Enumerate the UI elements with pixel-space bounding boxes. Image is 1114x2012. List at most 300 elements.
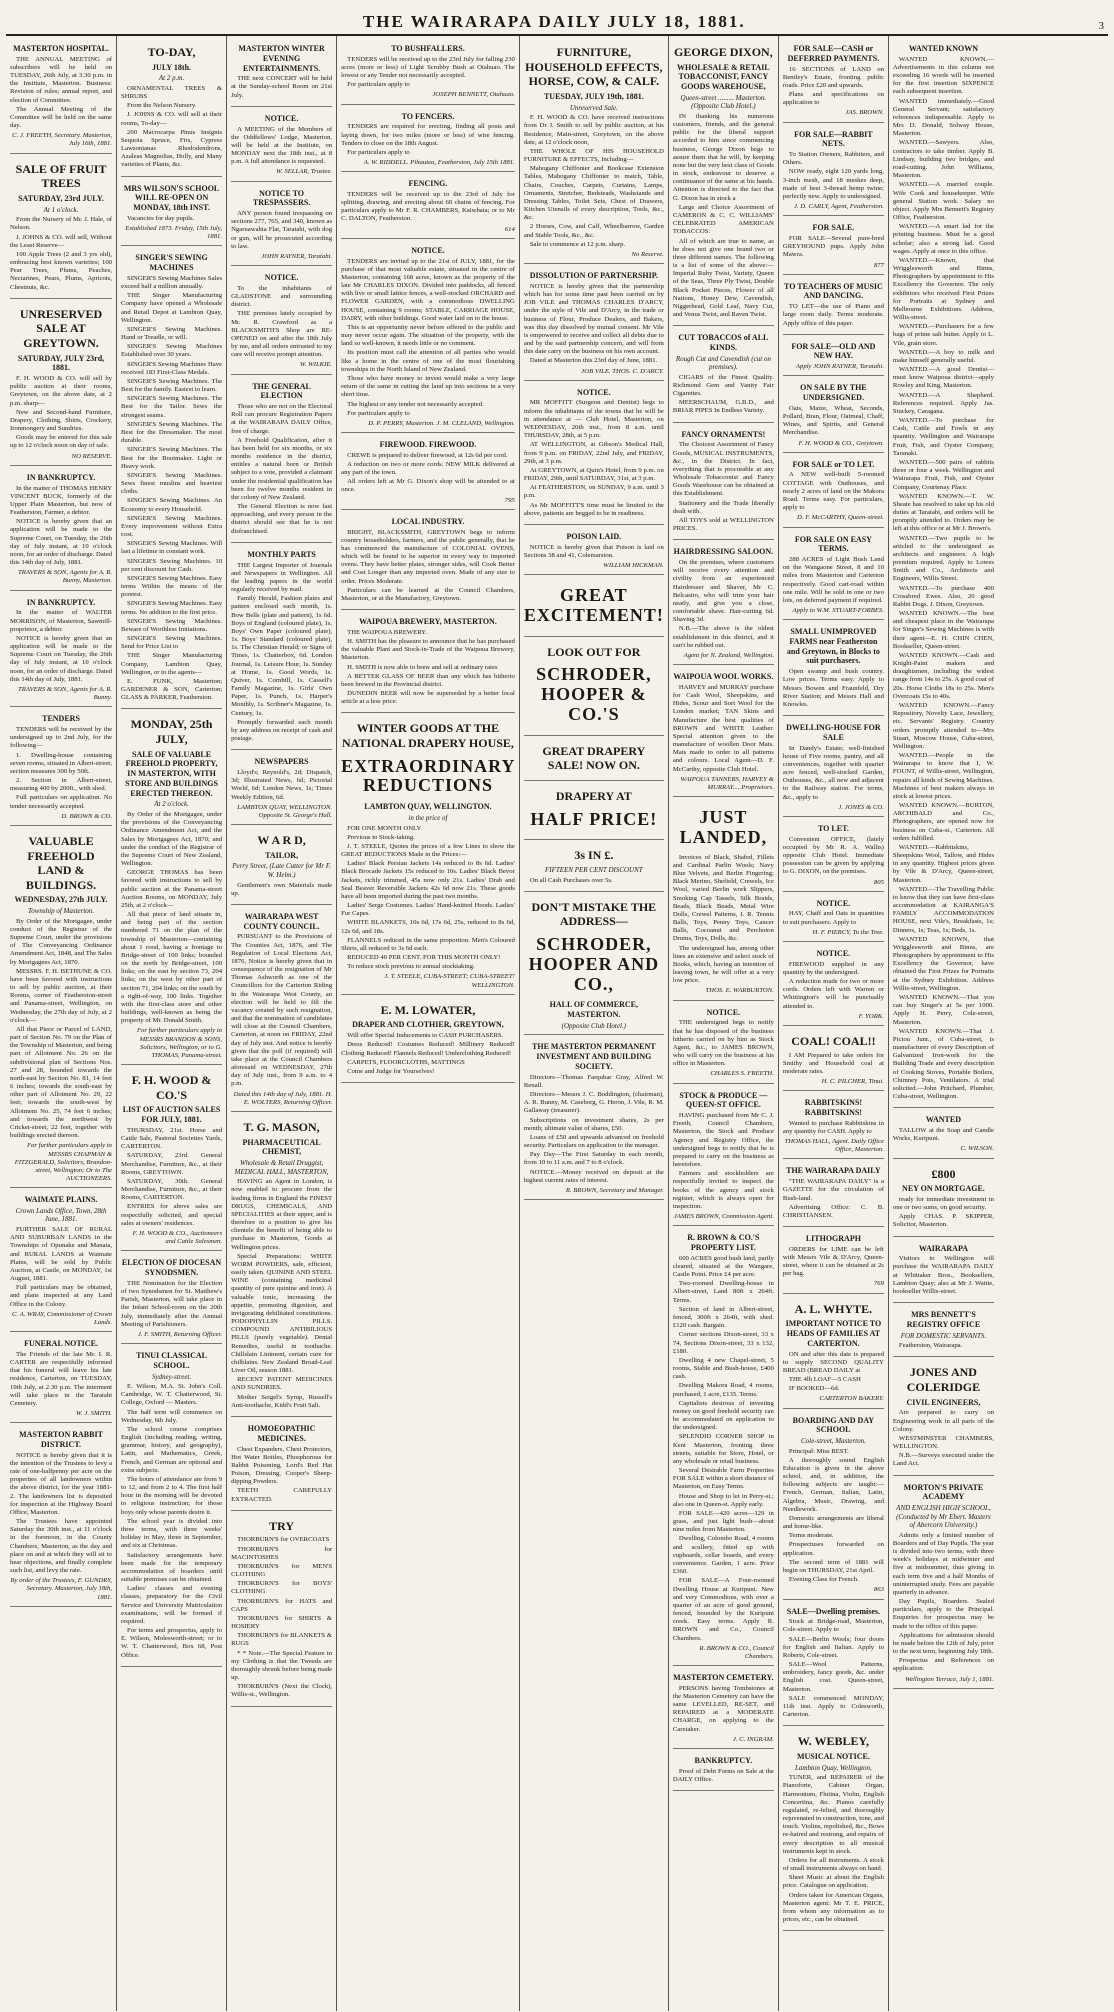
ad-heading: MORTON'S PRIVATE ACADEMY	[903, 1482, 984, 1502]
ad-paragraph: Chest Expanders, Chest Protectors, Hot Water Bottles, Phosphorous for Rabbit Poisoning, Lord's Red Hat Poison, Dressing, Cooper's Sheep-dipping Powders.	[231, 1445, 333, 1486]
ad-paragraph: WANTED.—Two pupils to be articled to the undersigned as architects and engineers. A high premium required. Apply to Lowes Smith and Co., Architects and Engineers, Willis Street.	[892, 534, 994, 583]
ad-paragraph: Pay Day—The First Saturday in each month, from 10 to 11 a.m. and 7 to 8 o'clock.	[523, 1151, 664, 1167]
ad-paragraph: A BETTER GLASS OF BEER than any which has hitherto been brewed in the Provincial district.	[341, 672, 515, 688]
ad-paragraph: Satisfactory arrangements have been made for the temporary accommodation of boarders until suitable premises can be obtained.	[121, 1551, 223, 1584]
ad-heading: WANTED	[925, 1115, 961, 1125]
ad-heading: LITHOGRAPH	[805, 1234, 861, 1244]
advertisement	[783, 455, 884, 528]
ad-body	[893, 1255, 994, 1296]
newspaper-title: THE WAIRARAPA DAILY JULY 18, 1881.	[362, 12, 746, 31]
ad-heading: HALL OF COMMERCE, MASTERTON.	[549, 1000, 639, 1020]
ad-paragraph: THORBURN'S for BOYS' CLOTHING	[231, 1580, 333, 1596]
ad-paragraph: WANTED.—People in the Wairarapa to know that I, W. FOUNT, of Willis-street, Wellington, repairs all kinds of Sewing Machines. Machines of best makers always in stock at lowest prices.	[892, 752, 994, 800]
ad-large-heading: E. M. LOWATER,	[380, 1002, 476, 1017]
ad-signature: By order of the Trustees, F. GUNDRY, Secretary. Masterton, July 18th, 1881.	[10, 1577, 113, 1601]
ad-body	[893, 1409, 994, 1468]
ad-heading: DRAPER AND CLOTHIER, GREYTOWN,	[352, 1020, 504, 1030]
ad-paragraph: TENDERS will be received up to the 23rd of July for splitting, drawing, and erecting about 60 chains of fencing. For particulars apply to Mr F. R. CHAMBERS, Kaiwhata; or to Mr C. DALTON, Featherston.	[341, 190, 515, 223]
ad-signature: WAIPOUA TANNERS, HARVEY & MURRAY.....Proprietors.	[680, 775, 774, 791]
ad-heading: TO LET.	[817, 823, 849, 833]
ad-signature: LAMBTON QUAY, WELLINGTON. Opposite St. George's Hall.	[237, 803, 333, 819]
ad-paragraph: NOW ready, eight 120 yards long, 3-inch mesh, and 18 meshes deep, made of best 3-thread hemp twine; perfectly new. Apply to undersigned.	[782, 168, 884, 200]
advertisement	[231, 907, 332, 1112]
ad-body	[783, 1120, 884, 1136]
advertisement	[673, 1228, 774, 1666]
ad-body	[231, 1178, 332, 1410]
advertisement	[10, 1425, 112, 1607]
advertisement	[783, 277, 884, 335]
ad-body	[673, 684, 774, 774]
ad-paragraph: THORBURN'S for MACINTOSHES	[231, 1545, 333, 1561]
advertisement	[673, 328, 774, 422]
ad-paragraph: Dwelling, Colombo Road, 4 rooms and scullery, fitted up with cupboards, cellar boards, and every convenience. Garden, 1 acre. Price £360.	[672, 1535, 774, 1576]
ad-paragraph: The Friends of the late Mr. I. R. CARTER are respectfully informed that his funeral will leave his late residence, Carterton, on TUESDAY, 19th July, at 2.30 p.m. The interment will take place in the Taratahi Cemetery.	[10, 1350, 113, 1407]
ad-paragraph: 100 Apple Trees (2 and 3 yrs old), embracing best known varieties; 100 Pear Trees, Plums, Peaches, Nectarines, Pears, Plums, Apricots, Chestnuts, &c.	[10, 250, 113, 291]
ad-heading: FENCING.	[408, 179, 448, 189]
ad-paragraph: THE Singer Manufacturing Company have opened a Wholesale and Retail Depot at Lambton Quay, Wellington.	[121, 292, 223, 324]
ad-paragraph: For terms and prospectus, apply to E. Wilson, Molesworth-street; or to W. T. Chatterwood, Box 68, Post Office.	[121, 1627, 223, 1659]
column-7	[778, 36, 888, 2011]
ad-body	[10, 216, 112, 292]
ad-body	[121, 1280, 222, 1329]
ad-paragraph: From the Nursery of Mr. J. Hale, of Nelson.	[10, 216, 113, 232]
ad-signature: WILLIAM HICKMAN.	[603, 561, 664, 569]
advertisement	[231, 1114, 332, 1417]
column-6	[668, 36, 778, 2011]
ad-paragraph: Advertising Office: C. B. CHRISTIANSEN.	[782, 1203, 884, 1219]
ad-paragraph: THORBURN'S for HATS and CAPS	[231, 1597, 333, 1613]
ad-paragraph: TO LET—the use of Piano and large room daily. Terms moderate. Apply office of this paper.	[782, 303, 884, 327]
ad-subheading: FIFTEEN PER CENT DISCOUNT	[544, 866, 643, 875]
ad-paragraph: SPLENDID CORNER SHOP in Kent Masterton, fronting three streets, suitable for Store, Hotel, or any wholesale or retail business.	[672, 1433, 774, 1465]
ad-display-heading: JUST LANDED,	[679, 807, 768, 847]
ad-signature: Agent for N. Zealand, Wellington.	[683, 651, 774, 659]
ad-paragraph: FOR SALE—420 acres—129 in grass, and just light bush—about nine miles from Masterton.	[672, 1509, 774, 1534]
ad-heading: FOR SALE or TO LET.	[792, 459, 875, 469]
ad-paragraph: WANTED.—To purchase for Cash, Cattle and Fowls in any quantity. Wellington and Wairarapa Fruit, Fish, and Oyster Company, Taranaki.	[892, 417, 994, 457]
ad-paragraph: HAY, Chaff and Oats in quantities to suit purchasers. Apply to	[782, 910, 884, 926]
ad-paragraph: F. H. WOOD & CO. have received instructions from Dr J. Smith to sell by public auction, at his Residence, Main-street, Greytown, on the above date, at 12 o'clock noon,	[523, 114, 664, 146]
ad-large-heading: UNRESERVED SALE AT GREYTOWN.	[19, 306, 103, 350]
ad-body	[231, 562, 332, 744]
ad-signature: 769	[873, 1280, 884, 1288]
ad-paragraph: THE WAIPOUA BREWERY.	[347, 628, 427, 636]
ad-signature: Dated this 14th day of July, 1881. H. E. WOLTERS, Returning Officer.	[233, 1090, 333, 1106]
ad-paragraph: Capitalists desirous of investing money on good freehold security can be accommodated on application to the undersigned.	[672, 1399, 774, 1432]
ad-paragraph: SINGER'S Sewing Machines. The Best for the Tailor. Sews the strongest seams.	[121, 395, 223, 419]
ad-heading: MONTHLY PARTS	[247, 549, 316, 559]
ad-paragraph: The Choicest Assortment of Fancy Goods, MUSICAL INSTRUMENTS, &c., in the District. In fact, everything that is procurable at any Wholesale Tobacconist and Fancy Goods Warehouse can be obtained at this Establishment.	[672, 441, 774, 498]
ad-paragraph: Loans of £50 and upwards advanced on freehold security. Particulars on application to the manager.	[523, 1133, 664, 1150]
advertisement-columns	[6, 36, 1108, 2011]
ad-paragraph: SINGER'S Sewing Machines. Every improvement without Extra cost.	[121, 514, 223, 539]
ad-body	[893, 1127, 994, 1143]
ad-paragraph: 2 Horses, Cow, and Calf, Wheelbarrow, Garden and Stable Tools, &c., &c.	[523, 223, 664, 239]
advertisement	[783, 218, 884, 274]
ad-heading: TAILOR,	[265, 850, 299, 860]
ad-heading: TO FENCERS.	[401, 111, 455, 121]
ad-paragraph: HAVING an Agent in London, is now enabled to procure from the leading firms in England the FINEST DRUGS, CHEMICALS, AND SPECIALITIES at their upper, and is therefore in a position to give his clientele the benefit of being able to purchase in Masterton, Goods at Wellington prices.	[231, 1178, 333, 1251]
ad-paragraph: Admits only a limited number of Boarders and of Day Pupils. The year is divided into two terms, with three week's holidays at midwinter and five at midsummer, thus giving in each term five and a half Months of uninterrupted study. Fees are payable quarterly in advance.	[892, 1531, 994, 1596]
ad-signature: H. F. PIERCY, To the Tree.	[812, 928, 884, 936]
ad-paragraph: E. FUNK, Masterton; GARDENER & SON, Carterton; GLASS & PARKER, Featherston.	[121, 677, 223, 702]
ad-paragraph: NOTICE is hereby given that the partnership which has for some time past been carried on by JOB VILE and THOMAS CHARLES D'ARCY, under the style of Vile and D'Arcy, in the trade or business of Flour, Produce Dealers, and Bakers, was this day dissolved by mutual consent. Mr Vile is empowered to receive and collect all debts due to and by the said partnership concern, and will from this date carry on the business on his own account.	[523, 282, 664, 356]
ad-paragraph: TALLOW at the Soap and Candle Works, Kuripuni.	[892, 1126, 994, 1143]
ad-body	[783, 303, 884, 328]
ad-heading: MASTERTON RABBIT DISTRICT.	[19, 1430, 103, 1449]
ad-paragraph: Ladies' classes and evening classes, preparatory for the Civil Service and University Matriculation examinations, will be formed if required.	[121, 1585, 223, 1625]
ad-large-heading: JONES AND COLERIDGE	[906, 1365, 981, 1394]
ad-paragraph: 16 SECTIONS of LAND on Bentley's Estate, fronting public roads. Price £20 and upwards.	[782, 65, 884, 89]
advertisement	[121, 248, 222, 709]
advertisement	[121, 1067, 222, 1251]
ad-heading: POISON LAID.	[566, 531, 622, 541]
ad-paragraph: WANTED KNOWN.—Fancy Repository, Novelty Lace, Jewellery, etc. Servants' Registry. Country orders promptly attended to—Mrs Stuart, Moscow House, Cuba-street, Wellington.	[892, 701, 994, 750]
ad-paragraph: For particulars apply to	[347, 409, 410, 417]
ad-paragraph: Featherston, Wairarapa.	[898, 1342, 963, 1350]
ad-subheading: Rough Cut and Cavendish (cut on premises).	[675, 354, 771, 372]
ad-heading: NOTICE.	[816, 898, 851, 908]
ad-large-heading: VALUABLE FREEHOLD LAND & BUILDINGS.	[25, 833, 97, 892]
ad-body	[524, 114, 664, 249]
ad-paragraph: The school course comprises English (including reading, writing, grammar, history, and geography), Latin, and Mathematics, Greek, French, and German are optional and extra subjects.	[121, 1425, 223, 1474]
ad-paragraph: Mahogany Chiffonier and Bookcase Extension Tables, Mahogany Chiffonier to match, Table, Chairs, Couches, Carpets, Curtains, Lamps, Ornaments, Stretcher, Bedsteads, Washstands and Dressing Tables, Toilet Sets, Chest of Drawers, Kitchen Utensils of every description, Tools, &c., &c.	[523, 165, 664, 222]
ad-heading: SINGER'S SEWING MACHINES	[135, 253, 208, 273]
ad-paragraph: Those who have money to invest would make a very large return of the same in cutting the land up into sections in a very short time.	[341, 374, 515, 399]
ad-paragraph: On the premises, where customers will receive every attention and civility from an experienced Hairdresser and Shaver, Mr C. Belcastro, who will trim your hair neatly, and give you a close, comfortable shave. Hair-cutting 6d. Shaving 3d.	[672, 559, 774, 624]
ad-heading: DISSOLUTION OF PARTNERSHIP.	[529, 271, 658, 281]
ad-paragraph: SINGER'S Sewing Machines. The Best for the Bootmaker. Light or Heavy work.	[121, 446, 223, 470]
ad-body	[121, 275, 222, 703]
ad-paragraph: WANTED KNOWN.—Advertisements in this column not exceeding 16 words will be inserted for the first insertion SIXPENCE each subsequent insertion.	[892, 55, 994, 96]
ad-heading: TINUI CLASSICAL SCHOOL.	[136, 1351, 207, 1370]
ad-paragraph: By Order of the Mortgagee, under conduct of the Registrar of the Supreme Court, under the provisions of The Conveyancing Ordinance Amendment Act, 1848, and The Sales by Mortgagees Act, 1870.	[10, 917, 113, 966]
ad-paragraph: SINGER'S Sewing Machines. The Best for the Dressmaker. The most durable.	[121, 420, 223, 445]
advertisement	[10, 301, 112, 466]
ad-paragraph: Dress Reduced! Costumes Reduced! Millinery Reduced! Clothing Reduced! Flannels Reduced! Underclothing Reduced!	[341, 1041, 515, 1057]
ad-paragraph: SINGER'S Sewing Machines Sales exceed half a million annually.	[121, 274, 223, 291]
ad-heading: IN BANKRUPTCY.	[26, 472, 96, 482]
ad-body	[231, 126, 332, 167]
ad-heading: CUT TOBACCOS of ALL KINDS.	[678, 333, 769, 352]
ad-body	[341, 529, 515, 604]
ad-paragraph: FIREWOOD supplied in any quantity by the undersigned.	[782, 960, 884, 976]
ad-heading: TO BUSHFALLERS.	[391, 44, 465, 53]
ad-paragraph: Stock at Bridge-road, Masterton, Cole-street. Apply to	[782, 1618, 884, 1634]
ad-signature: Apply to W.M. STUART-FORBES.	[792, 607, 884, 615]
ad-paragraph: Evening Class for French.	[788, 1576, 859, 1584]
ad-paragraph: Dwelling 4 new Chapel-street, 5 rooms, Stable and Bush-house, £400 cash.	[672, 1356, 774, 1381]
advertisement	[524, 738, 664, 781]
advertisement	[231, 268, 332, 374]
advertisement	[10, 39, 112, 154]
ad-signature: J. C. INGRAM.	[732, 1735, 774, 1743]
ad-paragraph: WANTED immediately.—Good General Servant; satisfactory references indispensable. Apply to Mrs D. Donald, Solway House, Masterton.	[892, 97, 994, 138]
advertisement	[231, 545, 332, 751]
advertisement	[783, 1411, 884, 1600]
ad-paragraph: THORBURN'S for BLANKETS & RUGS	[231, 1632, 333, 1648]
ad-heading: THE WAIRARAPA DAILY	[786, 1166, 881, 1176]
ad-body	[121, 1383, 222, 1660]
ad-paragraph: SINGER'S Sewing Machines. 10 per cent discount for Cash.	[121, 557, 223, 573]
ad-paragraph: A Freehold Qualification, after it has been held for six months, or six months residence in the district, entitles a natural born or British subject to a vote, provided a claimant under the residential qualification has been for twelve months resident in the colony of New Zealand.	[231, 436, 333, 501]
ad-display-heading: GREAT EXCITEMENT!	[523, 585, 664, 625]
ad-body	[10, 1452, 112, 1576]
ad-body	[783, 1448, 884, 1585]
ad-paragraph: A reduction on two or more cords. NEW MILK delivered at any part of the town.	[341, 460, 515, 477]
ad-paragraph: BRIGHT, BLACKSMITH, GREYTOWN begs to inform country householders, farmers, and the public generally, that he has commenced the manufacture of COLONIAL OVENS, which will be found to be superior in every way to imported ovens. They have better plates, stronger sides, will Cook Better and Cost Longer than any imported oven. Made of any size to order. Prices Moderate.	[341, 528, 515, 585]
advertisement	[121, 39, 222, 177]
ad-heading: FOR SALE.	[812, 223, 855, 233]
ad-paragraph: All of which are true to name, as he does not give one brand two or three different names. The following is a list of some of the above:—Imperial Ruby Twist, Variety, Queen of the Seas, Three Ply Twist, Double Black Pocket Pieces, Flower of all Nations, Honey Dew, Cavendish, Niggerhead, Gold Leaf, Navy Cut, and Venus Twist, and Raven Twist.	[672, 237, 774, 319]
ad-body	[673, 1019, 774, 1068]
ad-paragraph: Several Desirable Farm Properties FOR SALE within a short distance of Masterton, on Easy Terms.	[672, 1467, 774, 1491]
ad-body	[783, 910, 884, 926]
ad-paragraph: The highest or any tender not necessarily accepted.	[347, 400, 484, 408]
ad-heading: NOTICE.	[706, 1007, 741, 1017]
ad-subheading: Lambton Quay, Wellington,	[795, 1763, 872, 1772]
advertisement	[673, 39, 774, 326]
ad-body	[673, 441, 774, 533]
ad-body	[341, 191, 515, 224]
advertisement	[524, 39, 664, 264]
ad-body	[341, 56, 515, 90]
ad-heading: WHOLESALE & RETAIL TOBACCONIST, FANCY GOODS WAREHOUSE,	[676, 62, 770, 92]
ad-heading: MASTERTON CEMETERY.	[673, 1673, 774, 1683]
ad-heading: BOARDING AND DAY SCHOOL	[792, 1415, 875, 1435]
ad-paragraph: The second term of 1881 will begin on THURSDAY, 21st April.	[782, 1558, 884, 1574]
advertisement	[783, 894, 884, 942]
ad-signature: No Reserve.	[631, 250, 664, 258]
ad-paragraph: SATURDAY, 23rd. General Merchandise, Furniture, &c., at their Rooms, GREYTOWN.	[121, 1152, 223, 1176]
ad-heading: IMPORTANT NOTICE TO HEADS OF FAMILIES AT CARTERTON.	[785, 1319, 882, 1348]
ad-paragraph: TENDERS will be received by the undersigned up to 2nd July, for the following—	[10, 726, 113, 750]
ad-paragraph: The undersigned has, among other lines an extensive and select stock of Books, which, having an intention of leaving town, he will offer at a very low price.	[672, 944, 774, 985]
advertisement	[783, 125, 884, 217]
ad-paragraph: THORBURN'S (Next the Clock), Willis-st., Wellington.	[231, 1683, 333, 1699]
ad-signature: J. D. CARLY, Agent, Featherston.	[793, 203, 884, 211]
ad-paragraph: At GREYTOWN, at Quin's Hotel, from 9 p.m. on FRIDAY, 29th, until SATURDAY, 31st, at 3 p.m.	[523, 466, 664, 483]
advertisement	[893, 1305, 994, 1357]
ad-paragraph: I AM Prepared to take orders for Smithy and Household coal at moderate rates.	[782, 1051, 884, 1075]
ad-signature: F. H. WOOD & CO., Greytown.	[798, 439, 884, 447]
ad-paragraph: For particulars apply to	[347, 81, 410, 89]
ad-paragraph: Two-roomed Dwelling-house in Albert-street, Land 80ft x 264ft. Terms.	[672, 1280, 774, 1304]
ad-paragraph: In the matter of THOMAS HENRY VINCENT BUCK, formerly of the Upper Plain Masterton, but now of Featherston, Farmer, a debtor.	[10, 484, 113, 517]
ad-large-heading: TRY	[269, 1518, 295, 1533]
ad-signature: C. J. FREETH, Secretary. Masterton, July 16th, 1881.	[12, 132, 113, 148]
ad-paragraph: WANTED.—A married couple. Wife Cook and housekeeper. Wife general Station work. Salary no object. Apply Mrs Bennett's Registry Office, Featherston.	[892, 181, 994, 222]
advertisement	[10, 156, 112, 299]
ad-paragraph: WANTED KNOWN.—BURTON, ARCHIBALD and Co., Photographers, are opened now for business on Cuba-st., Carterton. All orders fulfilled.	[892, 802, 994, 842]
ad-heading: LOCAL INDUSTRY.	[391, 516, 465, 526]
ad-paragraph: H. SMITH is now able to brew and sell at ordinary rates	[347, 663, 498, 671]
ad-body	[673, 559, 774, 650]
advertisement	[783, 718, 884, 817]
ad-body	[524, 283, 664, 366]
ad-paragraph: 2. Section in Albert-street, measuring 400 by 200ft., with shed.	[10, 777, 113, 793]
ad-body	[783, 1052, 884, 1077]
ad-paragraph: Convenient OFFICE, (lately occupied by Mr R. A. Wallis) opposite Club Hotel. Immediate possession can be given by applying to G. DIXON, on the premises.	[782, 835, 884, 876]
ad-paragraph: DUNEDIN BEER will now be superseded by a better local article at a less price.	[341, 690, 515, 706]
ad-signature: Wellington Terrace, July 1, 1881.	[905, 1675, 994, 1683]
advertisement	[673, 799, 774, 1001]
advertisement	[673, 425, 774, 541]
advertisement	[231, 1513, 332, 1707]
ad-body	[783, 405, 884, 438]
ad-paragraph: The half term will commence on Wednesday, 6th July.	[121, 1408, 223, 1424]
advertisement	[341, 241, 515, 433]
advertisement	[893, 39, 994, 1108]
ad-paragraph: Farmers and stockholders are respectfully invited to inspect the books of the agency and stock register, which is always open for inspection.	[672, 1170, 774, 1210]
ad-subheading: Township of Masterton.	[27, 907, 95, 916]
ad-body	[341, 825, 515, 972]
ad-heading: R. BROWN & CO.'S PROPERTY LIST.	[687, 1233, 760, 1253]
ad-subheading: At 2 o'clock.	[154, 800, 189, 809]
ad-paragraph: J. JOHNS & CO. will sell, Without the Least Reserve—	[10, 233, 113, 249]
ad-paragraph: All TOYS sold at WELLINGTON PRICES.	[672, 516, 774, 533]
ad-paragraph: Oats, Maize, Wheat, Seconds, Pollard, Bran, Flour, Oatmeal, Chaff, Wines, and Spirits, and General Merchandise.	[782, 404, 884, 437]
ad-paragraph: As Mr MOFFITT'S time must be limited to the above, patients are begged to be in readiness.	[523, 501, 664, 517]
ad-subheading: (Opposite Club Hotel.)	[561, 1021, 627, 1030]
ad-paragraph: By Order of the Mortgagee, under the provisions of the Conveyancing Ordinance Amendment Act, and the Sales by Mortgagees Act, 1870; and under the conduct of the Registrar of the Supreme Court of New Zealand, Wellington.	[121, 811, 223, 868]
advertisement	[783, 1229, 884, 1294]
ad-heading: SALE OF VALUABLE FREEHOLD PROPERTY, IN MASTERTON, WITH STORE AND BUILDINGS ERECTED THEREON.	[125, 749, 218, 798]
ad-paragraph: SALE—Berlin Wools; four doors for English and Italian. Apply to Roberts, Cole-street.	[782, 1635, 884, 1659]
ad-signature: CHARLES S. FREETH.	[710, 1070, 774, 1078]
advertisement	[231, 1419, 332, 1511]
ad-paragraph: 1. Dwelling-house containing seven rooms, situated in Albert-street; section measures 300 by 50ft.	[10, 751, 113, 775]
ad-paragraph: THORBURN'S for OVERCOATS	[237, 1536, 330, 1544]
ad-paragraph: WANTED.—The Travelling Public to know that they can have first-class accommodation at KAIRANGA'S FAMILY ACCOMMODATION HOUSE, next Vile's, Breakfasts, 1s; Dinners, 1s; Teas, 1s; Beds, 1s.	[892, 885, 994, 934]
ad-paragraph: The General Election is now fast approaching, and every person in the district should see that he is not disfranchised.	[231, 503, 333, 535]
ad-heading: WANTED KNOWN	[908, 44, 978, 53]
ad-paragraph: AT WELLINGTON, at Gibson's Medical Hall, from 9 p.m. on FRIDAY, 22nd July, and FRIDAY, 29th, at 3 p.m.	[523, 441, 664, 465]
ad-large-heading: TO-DAY,	[147, 45, 196, 59]
ad-large-heading: MONDAY, 25th JULY,	[130, 717, 213, 747]
ad-body	[10, 918, 112, 1141]
ad-signature: W. SELLAR, Trustee.	[276, 168, 333, 176]
advertisement	[893, 1359, 994, 1475]
ad-paragraph: The Annual Meeting of the Committee will be held on the same day.	[10, 105, 113, 130]
ad-paragraph: To the inhabitants of GLADSTONE and surrounding district.	[231, 284, 333, 309]
ad-heading: ON SALE BY THE UNDERSIGNED.	[800, 383, 867, 403]
advertisement	[893, 1161, 994, 1237]
ad-paragraph: THORBURN'S for MEN'S CLOTHING	[231, 1562, 333, 1579]
ad-paragraph: RECENT PATENT MEDICINES AND SUNDRIES.	[231, 1376, 333, 1392]
ad-paragraph: Lloyd's; Reynold's, 2d; Dispatch, 3d; Illustrated News, 6d; Pictorial World, 6d; London News, 1s; Times Weekly Edition, 6d.	[231, 769, 333, 801]
ad-heading: THE GENERAL ELECTION	[252, 381, 311, 401]
ad-paragraph: THE undersigned begs to notify that he has disposed of the business hitherto carried on by him as Stock Agent, &c., to JAMES BROWN, who will carry on the business at his office in Masterton.	[672, 1019, 774, 1068]
advertisement	[10, 1334, 112, 1423]
ad-paragraph: WANTED KNOWN.—Cash and Knight-Paint makers and draughtsmen, including the widest range from 14s to 25s. A good coat of 20s. Horse Cloths 18s to 25s. Men's Overcoats 15s to 40s.	[892, 651, 994, 700]
ad-paragraph: From the Nelson Nursery.	[127, 102, 197, 110]
ad-paragraph: HARVEY and MURRAY purchase for Cash Wool, Sheepskins, and Hides, Scour and Sort Wool for the London market; TAN Skins and Manufacture the best qualities of BROWN and WHITE Leather. Special attention given to the manufacture of woollen Door Mats. Mats made to order in all patterns and colours. Local Agent—D. F. McCarthy, opposite Club Hotel.	[672, 683, 774, 773]
ad-paragraph: Ladies' Black Persian Jackets 14s reduced to 8s 6d. Ladies' Black Brocade Jackets 15s reduced to 10s. Ladies' Black Bevor Jackets, richly trimmed, 45s now only 21s. Ladies' Drab and Seal Beaver Reversible Jackets 42s 6d now 21s. These goods have all been imported during the past two months.	[341, 860, 515, 900]
advertisement	[673, 542, 774, 665]
ad-body	[783, 1618, 884, 1719]
ad-paragraph: WANTED.—500 pairs of rabbits three or four a week. Wellington and Wairarapa Fruit, Fish, and Oyster Company, Courtenay Place.	[892, 459, 994, 491]
ad-paragraph: Wanted to purchase Rabbitskins in any quantity for CASH. Apply to	[782, 1119, 884, 1135]
ad-paragraph: Family Herald, Fashion plates and pattern enclosed each month, 1s. Bow Bells (plate and pattern), 1s 6d. Boys of England (coloured plate), 1s. Boys' Own Paper (coloured plate), 1s. Boys' Standard (coloured plate), 1s. The Christian Herald; or Signs of Times, 1s. Chatterbox, 6d. London Journal, 1s. Leisure Hour, 1s. Sunday at Home, 1s. Good Words, 1s. Quiver, 1s. Cornhill, 1s. Cassell's Family Magazine, 1s. Girls' Own Paper, 1s. Punch, 1s. Harper's Monthly, 1s. Scribner's Magazine, 1s. Century, 1s.	[231, 595, 333, 717]
advertisement	[231, 377, 332, 543]
ad-paragraph: Dwelling Makora Road, 4 rooms, purchased, 1 acre, £135. Terms.	[672, 1382, 774, 1398]
ad-display-heading: SCHRODER, HOOPER AND CO.,	[528, 934, 660, 994]
ad-signature: JOHN RAYNER, Taratahi.	[261, 252, 333, 260]
ad-body	[783, 235, 884, 260]
ad-paragraph: WANTED.—A good Dentist—must know Waipoua district—apply Rowley and King, Masterton.	[892, 366, 994, 390]
advertisement	[783, 944, 884, 1026]
ad-signature: 863	[873, 1586, 884, 1594]
ad-body	[231, 75, 332, 100]
ad-body	[524, 877, 664, 885]
advertisement	[783, 1161, 884, 1227]
ad-heading: RABBITSKINS! RABBITSKINS!	[804, 1098, 863, 1117]
ad-heading: LAMBTON QUAY, WELLINGTON.	[364, 802, 492, 812]
ad-large-heading: W. WEBLEY,	[797, 1734, 870, 1749]
ad-paragraph: Stationery and the Trade liberally dealt with.	[672, 499, 774, 515]
advertisement	[10, 828, 112, 1188]
ad-signature: W. J. SMITH.	[76, 1410, 113, 1418]
ad-signature: H. C. PILCHER, Tinui.	[821, 1078, 884, 1086]
advertisement	[783, 1028, 884, 1091]
ad-paragraph: The Trustees have appointed Saturday the 30th inst., at 11 o'clock in the forenoon, in the County Chambers, Masterton, as the day and place on and at which they will sit to hear objections, and finally complete such list, and levy the rate.	[10, 1518, 113, 1575]
column-8	[888, 36, 998, 2011]
ad-paragraph: SALE—Wool Patterns, embroidery, fancy goods, &c. under English cost. Queen-street, Masterton.	[782, 1661, 884, 1693]
ad-heading: FOR SALE—CASH or DEFERRED PAYMENTS.	[787, 44, 880, 63]
ad-signature: D. F. McCARTHY, Queen-street.	[797, 514, 884, 522]
ad-paragraph: A reduction made for two or more cords. Orders left with Warren or Whittington's will be punctually attended to.	[782, 978, 884, 1010]
column-1	[6, 36, 116, 2011]
ad-body	[10, 1351, 112, 1408]
ad-paragraph: All that Piece or Parcel of LAND, part of Section No. 79 on the Plan of the Township of Masterton, and being part of Allotment No. 26 on the subdivisional plan of Sections Nos. 27 and 28, bounded towards the north-east by Section No. 81, 14 feet 6 inches; towards the south-east by other part of Allotment No. 29, 22 feet; towards the south-west by Allotment No. 25, 74 feet 6 inches; and towards the northwest by Cricket-street, 22 feet, together with buildings erected thereon.	[10, 1025, 113, 1140]
advertisement	[783, 337, 884, 377]
advertisement	[341, 107, 515, 173]
ad-paragraph: Previous to Stock-taking.	[347, 833, 415, 841]
ad-signature: 877	[873, 261, 884, 269]
ad-paragraph: Open swamp and bush country. Low prices. Terms easy. Apply to Messrs Bowen and Fraunfeld, Dry River Station; and Messrs Hall and Knowles.	[782, 668, 884, 708]
advertisement	[783, 1093, 884, 1159]
ad-heading: MUSICAL NOTICE.	[796, 1751, 870, 1761]
ad-paragraph: THE premises lately occupied by Mr. R. Crawford as a BLACKSMITH'S Shop are RE-OPENED on and after the 18th July by me, and all orders entrusted to my care will receive prompt attention.	[231, 310, 333, 359]
ad-paragraph: E. Wilson, M.A. St. John's Coll. Cambridge, W. T. Chatterwood, St. College, Oxford — Masters.	[121, 1383, 223, 1407]
ad-paragraph: Prospectuses forwarded on application.	[782, 1541, 884, 1557]
ad-paragraph: Principal: Miss BEST.	[788, 1447, 849, 1455]
ad-body	[524, 544, 664, 560]
advertisement	[783, 1602, 884, 1727]
ad-paragraph: CIGARS of the Finest Quality. Richmond Gem and Vanity Fair Cigarettes.	[672, 373, 774, 398]
page-number: 3	[1098, 20, 1104, 32]
ad-body	[783, 1178, 884, 1220]
ad-paragraph: Apply CHAS. P. SKIPPER, Solicitor, Masterton.	[892, 1213, 994, 1229]
ad-paragraph: Full particulars may be obtained, and plans inspected at any Land Office in the Colony.	[10, 1284, 113, 1308]
ad-body	[231, 403, 332, 536]
ad-paragraph: SINGER'S Sewing Machines. The Best for the family. Easiest to learn.	[121, 377, 223, 394]
ad-body	[783, 1246, 884, 1279]
ad-signature: JAS. BROWN.	[845, 109, 884, 117]
ad-signature: JOB VILE. THOS. C. D'ARCY.	[581, 367, 664, 375]
ad-paragraph: To reduce stock previous to annual stocktaking.	[347, 963, 475, 971]
advertisement	[524, 639, 664, 736]
ad-display-heading: EXTRAORDINARY REDUCTIONS	[341, 755, 516, 796]
ad-heading: HOMOEOPATHIC MEDICINES.	[247, 1424, 316, 1443]
ad-subheading: Unreserved Sale.	[569, 103, 618, 112]
advertisement	[10, 709, 112, 826]
ad-heading: NOTICE.	[264, 113, 299, 123]
ad-heading: NOTICE.	[816, 948, 851, 958]
ad-paragraph: Will offer Special Inducements to CASH PURCHASERS.	[347, 1032, 504, 1040]
ad-body	[673, 1685, 774, 1734]
